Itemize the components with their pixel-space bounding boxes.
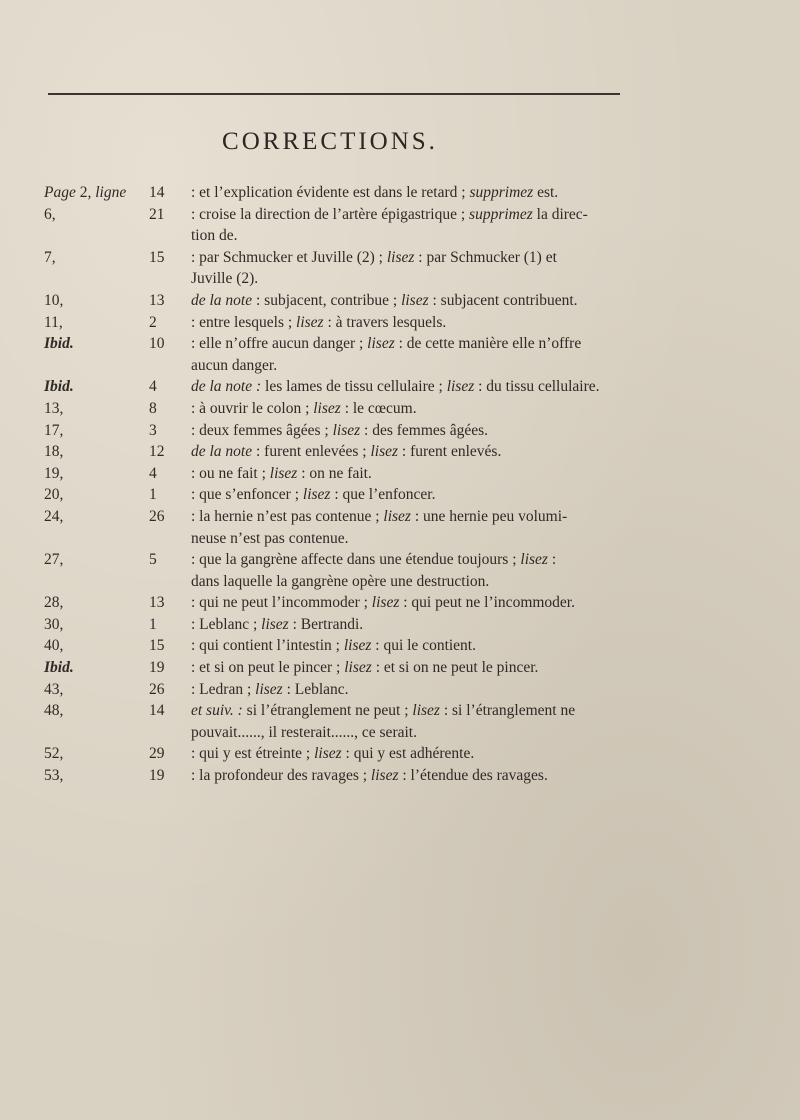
correction-text: : et l’explication évidente est dans le retard ; supprimez est. (191, 184, 559, 201)
correction-verb: lisez (313, 399, 341, 417)
correction-text: : que la gangrène affecte dans une étendue toujours ; lisez : dans laquelle la gangrène opère une destruction. (191, 551, 557, 590)
page-ref: 10, (44, 291, 64, 309)
correction-entry (44, 700, 624, 743)
correction-entry (44, 506, 624, 549)
line-number: 2 (149, 313, 157, 331)
note-ref: de la note (191, 291, 253, 309)
correction-text: et suiv. : si l’étranglement ne peut ; lisez : si l’étranglement ne pouvait......, il resterait......, ce serait. (191, 702, 576, 741)
correction-verb: lisez (296, 313, 324, 331)
correction-verb: lisez (383, 507, 411, 525)
correction-text: : la hernie n’est pas contenue ; lisez : une hernie peu volumi- neuse n’est pas contenue. (191, 507, 568, 547)
page-ref: 20, (44, 486, 64, 504)
line-number: 21 (149, 205, 165, 223)
continuation: neuse n’est pas contenue. (191, 529, 349, 547)
page-label: Page (44, 184, 76, 201)
correction-verb: lisez (343, 637, 372, 655)
continuation: aucun danger. (191, 356, 278, 374)
page-ref: 19, (44, 464, 64, 482)
page-ref: Ibid. (44, 659, 74, 677)
line-number: 29 (149, 745, 165, 763)
correction-entry (44, 333, 624, 376)
correction-verb: supprimez (469, 184, 534, 201)
line-number: 13 (149, 291, 165, 309)
page-ref: 52, (44, 745, 64, 763)
page-ref: 7, (44, 248, 56, 266)
correction-entry (44, 376, 624, 398)
page-ref: 28, (44, 594, 64, 612)
correction-verb: lisez (520, 551, 548, 569)
correction-text: de la note : les lames de tissu cellulaire ; lisez : du tissu cellulaire. (191, 378, 600, 396)
line-number: 26 (149, 680, 165, 698)
line-label: , ligne (87, 184, 127, 201)
page-ref: 40, (44, 637, 64, 655)
page-ref: 27, (44, 551, 64, 569)
page-ref: 43, (44, 680, 64, 698)
correction-text: de la note : furent enlevées ; lisez : furent enlevés. (191, 443, 502, 461)
correction-entry (44, 743, 624, 765)
line-number: 1 (149, 486, 157, 504)
correction-entry (44, 420, 624, 442)
correction-entry (44, 204, 624, 247)
page-ref: 17, (44, 421, 64, 439)
correction-entry (44, 614, 624, 636)
page-ref: 53, (44, 767, 64, 785)
correction-verb: lisez (401, 291, 429, 309)
corrections-list (44, 182, 624, 787)
note-ref: de la note (191, 443, 253, 461)
correction-entry (44, 635, 624, 657)
line-number: 19 (149, 659, 165, 677)
correction-text: : croise la direction de l’artère épigastrique ; supprimez la direc- tion de. (191, 205, 588, 245)
page-ref: 13, (44, 399, 64, 417)
correction-entry (44, 484, 624, 506)
correction-text: : deux femmes âgées ; lisez : des femmes âgées. (191, 421, 489, 439)
line-number: 15 (149, 637, 165, 655)
correction-text: : à ouvrir le colon ; lisez : le cœcum. (191, 399, 417, 417)
page-ref: 24, (44, 507, 64, 525)
continuation: pouvait......, il resterait......, ce serait. (191, 723, 417, 741)
header-rule (48, 93, 620, 95)
correction-entry (44, 247, 624, 290)
correction-text: : et si on peut le pincer ; lisez : et si on ne peut le pincer. (191, 659, 539, 677)
correction-text: : entre lesquels ; lisez : à travers lesquels. (191, 313, 447, 331)
page-ref: 11, (44, 313, 63, 331)
correction-verb: lisez (412, 702, 440, 720)
correction-entry (44, 312, 624, 334)
line-number: 5 (149, 551, 157, 569)
line-number: 13 (149, 594, 165, 612)
correction-entry (44, 463, 624, 485)
correction-verb: lisez (367, 335, 395, 353)
correction-text: : qui y est étreinte ; lisez : qui y est adhérente. (191, 745, 475, 763)
correction-entry (44, 679, 624, 701)
page-ref: Page 2, ligne (44, 184, 127, 201)
correction-text: : elle n’offre aucun danger ; lisez : de cette manière elle n’offre aucun danger. (191, 335, 582, 374)
correction-verb: lisez (386, 248, 415, 266)
correction-text: : que s’enfoncer ; lisez : que l’enfoncer. (191, 486, 436, 504)
note-ref: et suiv. : (191, 702, 243, 720)
correction-verb: lisez (332, 421, 361, 439)
correction-verb: lisez (370, 443, 399, 461)
continuation: dans laquelle la gangrène opère une destruction. (191, 572, 490, 590)
correction-text: : qui ne peut l’incommoder ; lisez : qui peut ne l’incommoder. (191, 594, 575, 612)
line-number: 3 (149, 421, 157, 439)
line-number: 1 (149, 615, 157, 633)
correction-text: : Leblanc ; lisez : Bertrandi. (191, 615, 364, 633)
correction-entry (44, 549, 624, 592)
line-number: 12 (149, 443, 165, 461)
line-number: 19 (149, 767, 165, 785)
page-ref: 18, (44, 443, 64, 461)
correction-text: de la note : subjacent, contribue ; lisez : subjacent contribuent. (191, 291, 578, 309)
line-number: 14 (149, 702, 165, 720)
correction-entry (44, 441, 624, 463)
correction-text: : par Schmucker et Juville (2) ; lisez : par Schmucker (1) et Juville (2). (191, 248, 557, 288)
correction-verb: lisez (446, 378, 475, 396)
line-number: 14 (149, 184, 165, 201)
continuation: tion de. (191, 227, 238, 245)
correction-verb: lisez (370, 767, 399, 785)
page-ref: 48, (44, 702, 64, 720)
line-number: 10 (149, 335, 165, 353)
page-ref: Ibid. (44, 335, 74, 353)
correction-text: : Ledran ; lisez : Leblanc. (191, 680, 349, 698)
correction-verb: lisez (302, 486, 331, 504)
line-number: 4 (149, 378, 157, 396)
line-number: 4 (149, 464, 157, 482)
correction-entry (44, 290, 624, 312)
correction-entry (44, 657, 624, 679)
page-ref: 6, (44, 205, 56, 223)
correction-text: : ou ne fait ; lisez : on ne fait. (191, 464, 372, 482)
correction-entry (44, 182, 624, 204)
correction-verb: lisez (269, 464, 298, 482)
correction-verb: supprimez (469, 205, 533, 223)
correction-text: : la profondeur des ravages ; lisez : l’étendue des ravages. (191, 767, 548, 785)
correction-verb: lisez (255, 680, 283, 698)
note-ref: de la note : (191, 378, 262, 396)
line-number: 26 (149, 507, 165, 525)
page-title: CORRECTIONS. (222, 128, 438, 155)
continuation: Juville (2). (191, 270, 259, 288)
page-ref: 30, (44, 615, 64, 633)
correction-entry (44, 592, 624, 614)
page-ref: Ibid. (44, 378, 74, 396)
line-number: 8 (149, 399, 157, 417)
line-number: 15 (149, 248, 165, 266)
correction-entry (44, 765, 624, 787)
correction-verb: lisez (261, 615, 289, 633)
correction-entry (44, 398, 624, 420)
correction-text: : qui contient l’intestin ; lisez : qui le contient. (191, 637, 476, 655)
correction-verb: lisez (344, 659, 372, 677)
correction-verb: lisez (371, 594, 400, 612)
correction-verb: lisez (314, 745, 342, 763)
